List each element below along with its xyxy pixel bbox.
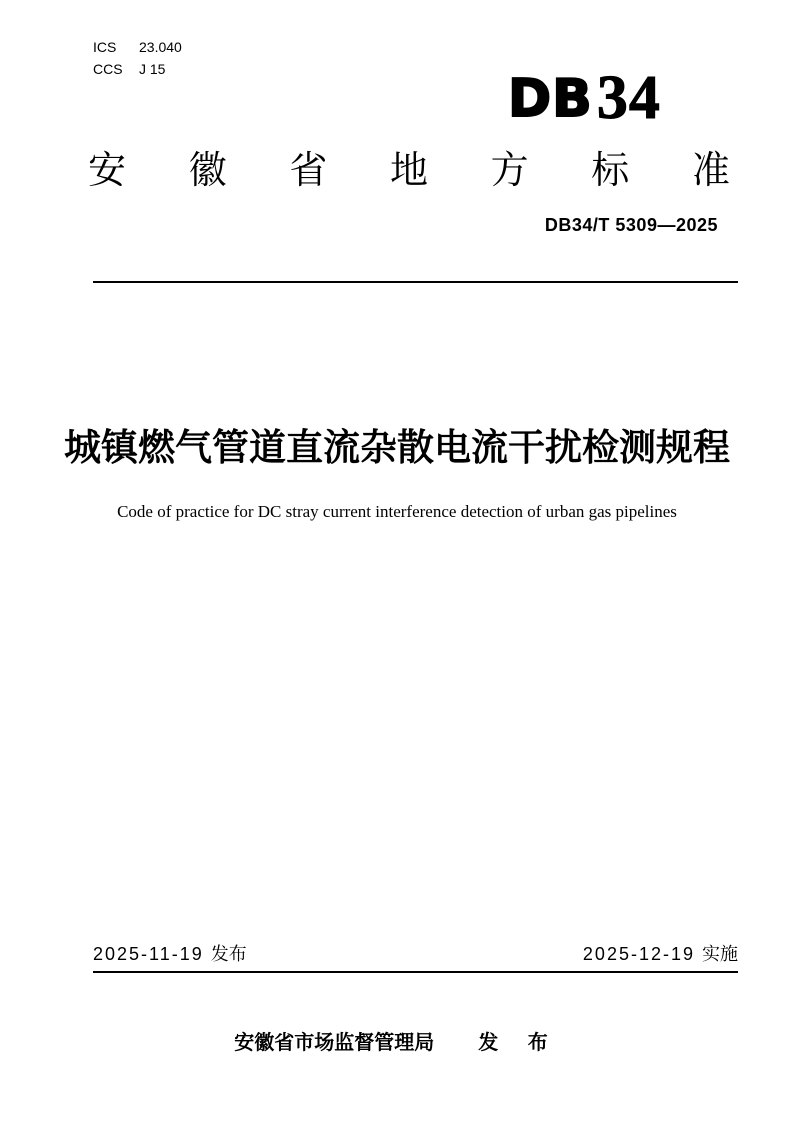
implementation-date-group xyxy=(583,944,738,964)
publisher-name: 安徽省市场监督管理局 xyxy=(234,1032,435,1054)
standard-number: DB34/T 5309—2025 xyxy=(544,215,718,235)
category-title-char: 省 xyxy=(289,150,328,192)
title-chinese: 城镇燃气管道直流杂散电流干扰检测规程 xyxy=(64,427,730,468)
ics-value: 23.040 xyxy=(139,39,182,55)
dates-row xyxy=(93,944,738,964)
ccs-value: J 15 xyxy=(139,61,166,77)
title-english: Code of practice for DC stray current interference detection of urban gas pipelines xyxy=(117,502,677,521)
ccs-line xyxy=(93,58,182,80)
publisher-issue-label: 发 布 xyxy=(478,1032,560,1054)
db34-logo-number: 34 xyxy=(596,64,661,132)
issue-date: 2025-11-19 xyxy=(93,944,204,964)
issue-date-group xyxy=(93,944,247,964)
footer-rule xyxy=(93,971,738,973)
category-title-char: 方 xyxy=(490,150,529,192)
implementation-date: 2025-12-19 xyxy=(582,944,695,964)
category-title-char: 地 xyxy=(389,150,428,192)
category-title-char: 标 xyxy=(591,150,630,192)
category-title-char: 准 xyxy=(691,150,730,192)
implementation-date-label: 实施 xyxy=(702,944,738,964)
ics-label: ICS xyxy=(93,39,117,55)
db34-logo-letters: DB xyxy=(508,69,593,129)
standard-category-title xyxy=(88,150,730,192)
db34-logo xyxy=(508,64,661,132)
category-title-char: 徽 xyxy=(188,150,227,192)
publisher-line xyxy=(0,1026,794,1055)
header-rule xyxy=(93,281,738,283)
issue-date-label: 发布 xyxy=(210,944,247,964)
ccs-label: CCS xyxy=(93,61,123,77)
ics-line xyxy=(93,36,182,58)
category-title-char: 安 xyxy=(88,150,127,192)
classification-codes xyxy=(93,36,182,80)
